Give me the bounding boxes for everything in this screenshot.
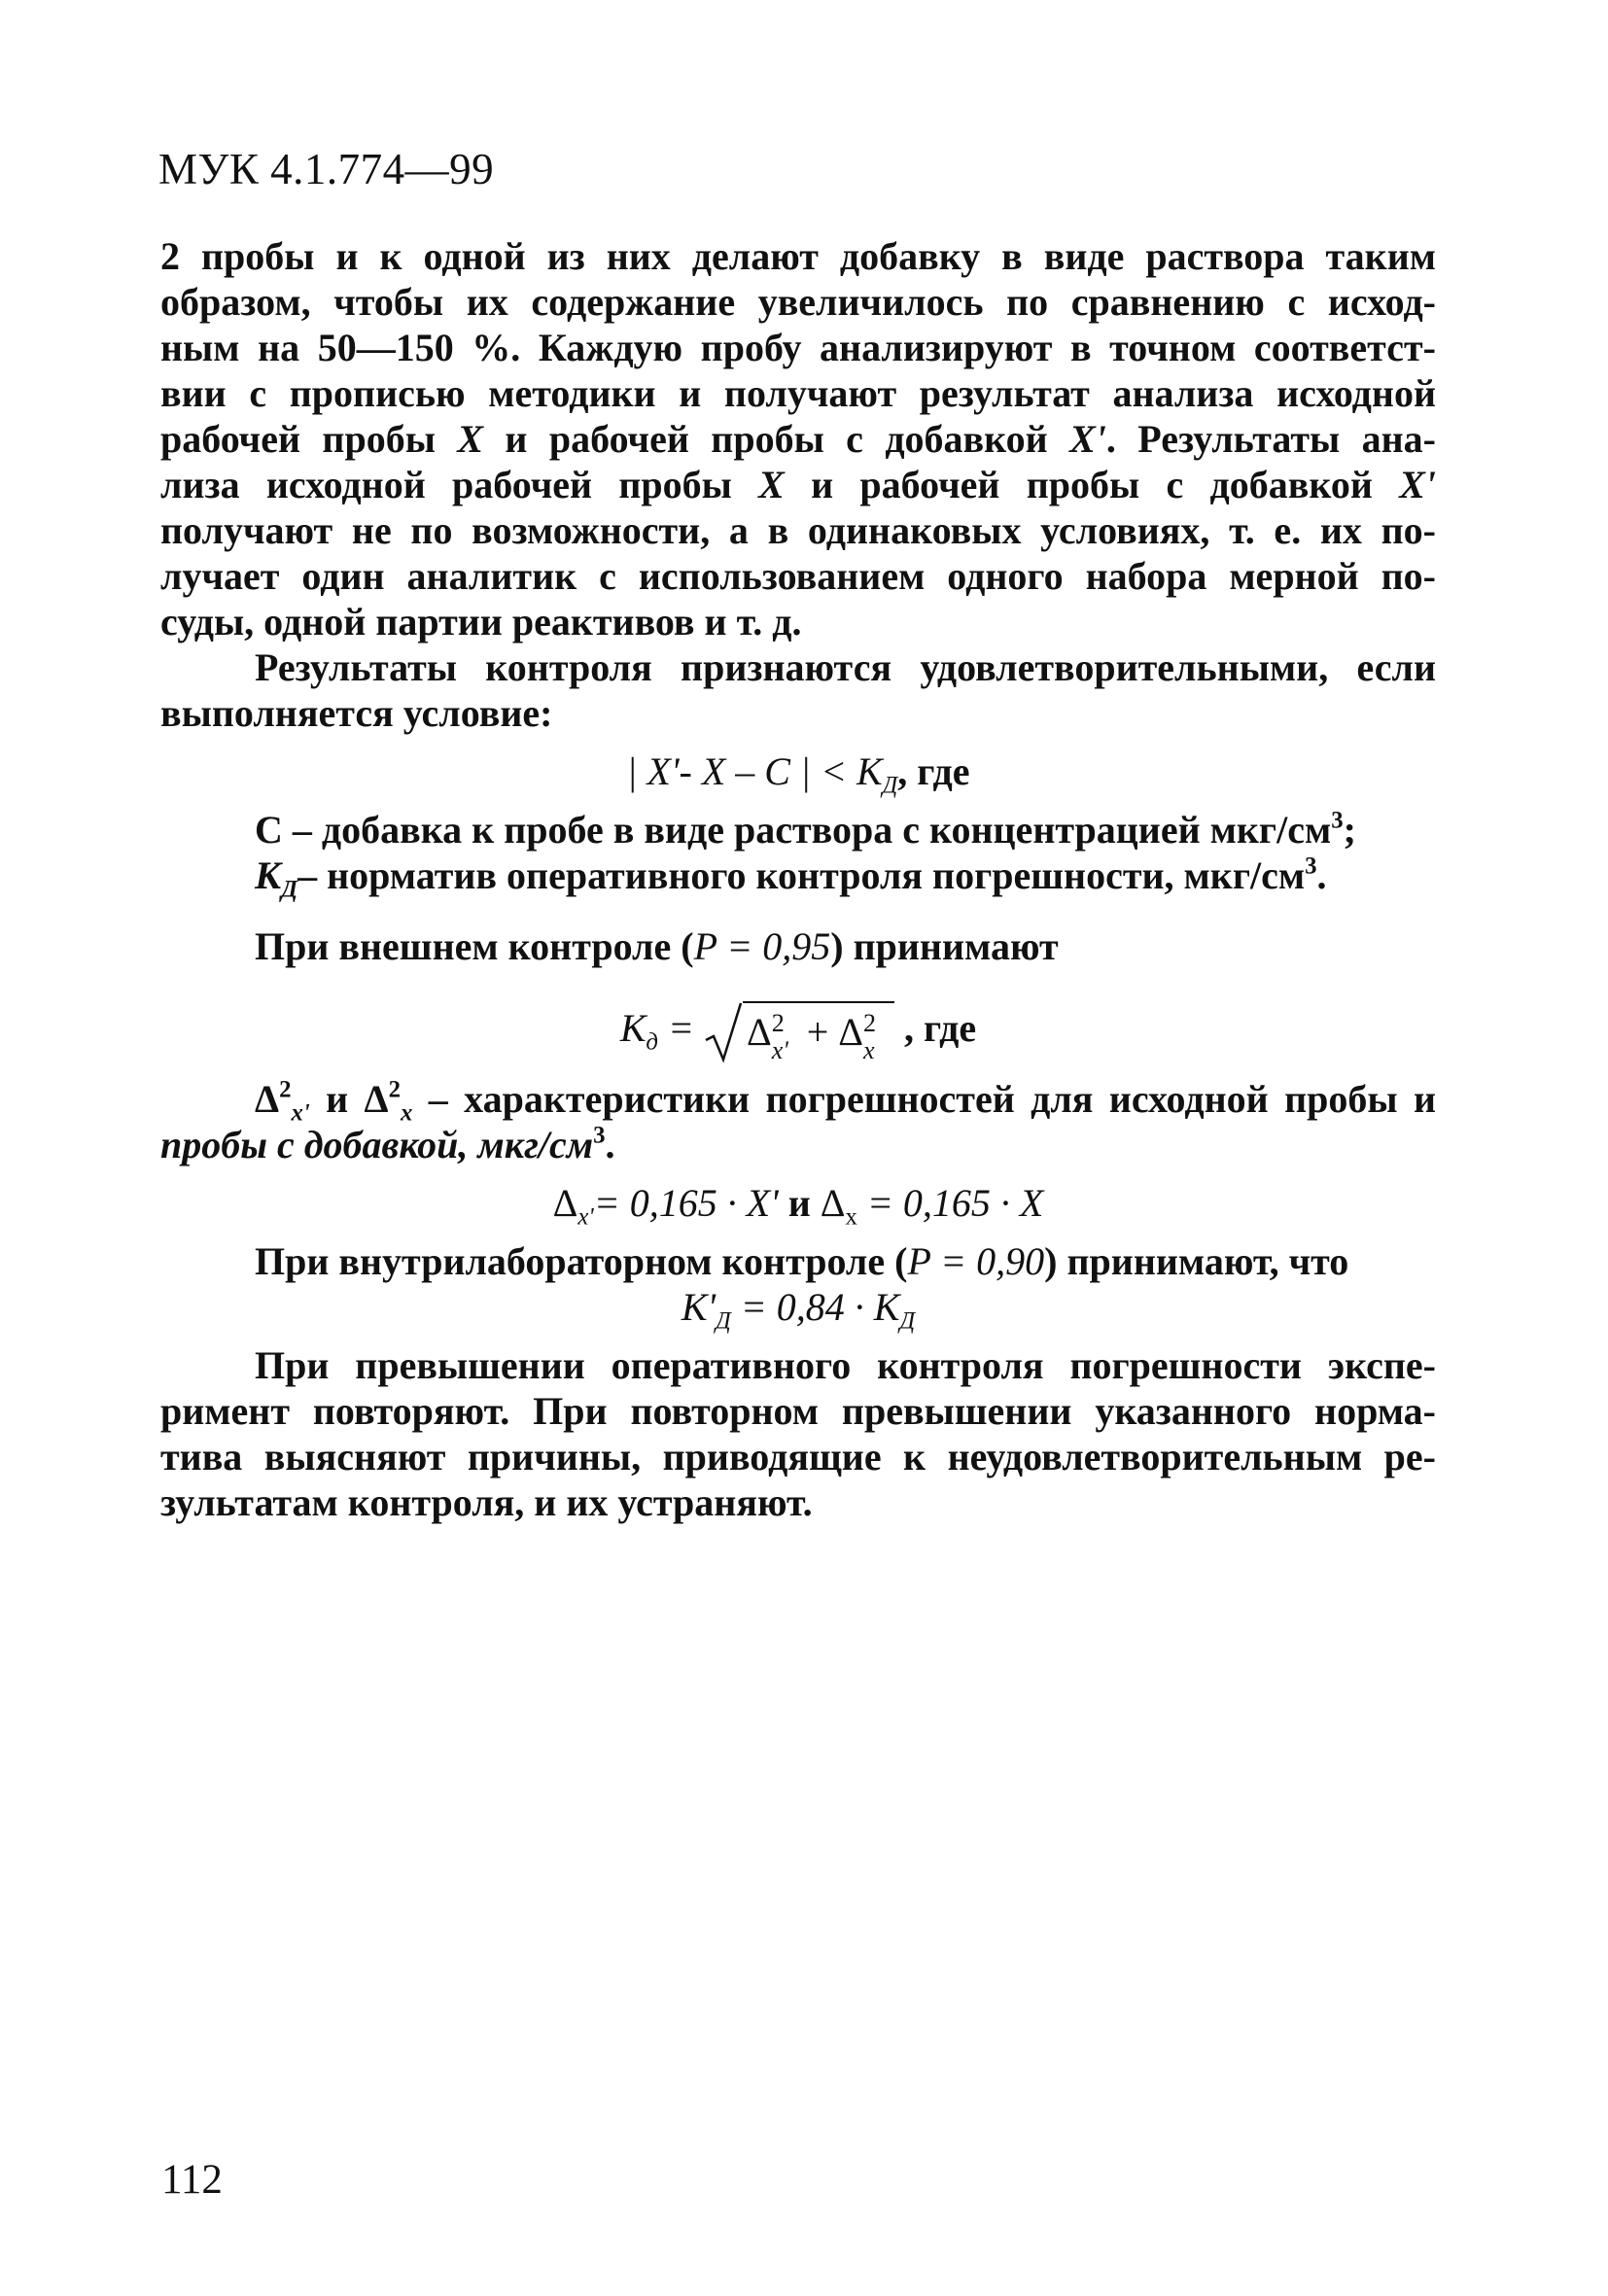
formula-kd-suffix: , где: [903, 1006, 977, 1050]
paragraph-1-line-2: образом, чтобы их содержание увеличилось по сравнению с исход-: [160, 280, 1436, 324]
formula-condition-subscript: Д: [882, 772, 898, 799]
sqrt-sign-icon: [704, 1001, 743, 1063]
page-number: 112: [161, 2157, 223, 2203]
text-segment: и рабочей пробы с добавкой: [811, 463, 1373, 506]
variable-x-prime: X': [1399, 463, 1437, 506]
subscript: x': [771, 1035, 788, 1064]
superscript: 3: [593, 1122, 606, 1149]
text-segment: При внутрилабораторном контроле (: [255, 1238, 908, 1283]
paragraph-1-line-6: [160, 462, 1436, 507]
formula-kd-lhs: К: [619, 1006, 647, 1050]
paragraph-2-line-1: Результаты контроля признаются удовлетворительными, если: [255, 645, 1436, 689]
subscript: x: [845, 1203, 857, 1231]
text-segment: лиза исходной рабочей пробы: [160, 463, 732, 506]
internal-control-condition: P = 0,90: [907, 1238, 1045, 1283]
formula-kd-sqrt: [160, 994, 1436, 1063]
subscript: x': [577, 1203, 594, 1231]
definition-c-sup: 3: [1331, 807, 1344, 834]
text-segment: При внешнем контроле (: [255, 924, 694, 968]
formula-condition-expr: | X'- X – C | < К: [626, 749, 883, 793]
definition-k-subscript: Д: [281, 876, 298, 903]
text-segment: ) принимают: [830, 924, 1059, 968]
text-segment: и: [326, 1076, 349, 1121]
text-segment: рабочей пробы: [160, 417, 436, 461]
page-body: [160, 233, 1436, 1525]
text-segment: – характеристики погрешностей для исходной пробы и: [428, 1076, 1436, 1121]
formula-condition: [160, 748, 1436, 799]
text-segment: пробы с добавкой, мкг/см: [160, 1122, 594, 1166]
internal-control-line: [160, 1238, 1436, 1284]
text-segment: и рабочей пробы с добавкой: [505, 417, 1048, 461]
definition-c-end: ;: [1343, 808, 1356, 852]
index-stack: [772, 1009, 797, 1063]
superscript: 2: [771, 1008, 785, 1037]
delta-symbol: Δ: [746, 1009, 772, 1054]
running-head: МУК 4.1.774—99: [158, 145, 495, 193]
sqrt-radicand: [743, 1001, 894, 1063]
delta-symbol: Δ: [838, 1009, 863, 1054]
delta-symbol: Δ: [820, 1180, 846, 1225]
formula-internal-lhs: К': [681, 1284, 716, 1329]
subscript: Д: [716, 1307, 731, 1335]
paragraph-1-line-5: [160, 416, 1436, 462]
definition-k-end: .: [1316, 853, 1327, 897]
delta-symbol: Δ: [552, 1180, 578, 1225]
plus-sign: +: [806, 1009, 829, 1054]
paragraph-1-line-4: вии с прописью методики и получают результат анализа исходной: [160, 371, 1436, 415]
external-control-condition: P = 0,95: [693, 924, 831, 968]
formula-deltas-part-2: = 0,165 · X: [866, 1180, 1044, 1225]
final-paragraph-line-1: При превышении оперативного контроля погрешности экспе-: [255, 1342, 1436, 1387]
paragraph-2-line-2: выполняется условие:: [160, 691, 553, 735]
delta-symbol: Δ: [255, 1076, 280, 1121]
definition-k-symbol: К: [255, 853, 282, 897]
external-control-line: [160, 923, 1436, 969]
definition-k-sup: 3: [1305, 852, 1317, 880]
paragraph-1-line-1: 2 пробы и к одной из них делают добавку в виде раствора таким: [160, 234, 1436, 278]
text-segment: и: [787, 1180, 811, 1225]
definition-k-text: – норматив оперативного контроля погрешности, мкг/см: [297, 853, 1306, 897]
formula-internal-rhs: = 0,84 · К: [740, 1284, 900, 1329]
paragraph-1-line-3: ным на 50—150 %. Каждую пробу анализируют в точном соответст-: [160, 326, 1436, 369]
formula-condition-suffix: , где: [897, 749, 970, 793]
definition-k: [160, 852, 1436, 903]
formula-kd-lhs-subscript: д: [646, 1028, 658, 1056]
formula-internal-kd: [160, 1284, 1436, 1335]
sqrt-expression: [704, 1001, 894, 1063]
paragraph-1-line-7: получают не по возможности, а в одинаковых условиях, т. е. их по-: [160, 508, 1436, 552]
formula-deltas: [160, 1180, 1436, 1231]
definition-c-text: С – добавка к пробе в виде раствора с концентрацией мкг/см: [255, 808, 1332, 852]
subscript: Д: [899, 1307, 916, 1335]
variable-x-prime: X': [1069, 417, 1106, 461]
definition-c: [160, 807, 1436, 852]
text-segment: ) принимают, что: [1044, 1238, 1349, 1283]
final-paragraph-line-4: зультатам контроля, и их устраняют.: [160, 1479, 813, 1524]
variable-x: X: [758, 463, 785, 506]
delta-definition-line-2: [160, 1122, 1436, 1167]
index-stack: [863, 1009, 889, 1063]
formula-kd-equals: =: [667, 1006, 694, 1050]
variable-x: X: [457, 417, 484, 461]
subscript: x: [401, 1099, 413, 1127]
subscript: x: [862, 1035, 875, 1064]
final-paragraph-line-2: римент повторяют. При повторном превышении указанного норма-: [160, 1388, 1436, 1433]
superscript: 2: [862, 1008, 876, 1037]
paragraph-1-line-9: суды, одной партии реактивов и т. д.: [160, 600, 802, 644]
delta-symbol: Δ: [364, 1076, 389, 1121]
superscript: 2: [279, 1076, 292, 1103]
text-segment: . Результаты ана-: [1105, 417, 1437, 461]
superscript: 2: [388, 1076, 402, 1103]
delta-definition-line-1: [160, 1076, 1436, 1127]
paragraph-1-line-8: лучает один аналитик с использованием одного набора мерной по-: [160, 554, 1436, 598]
text-segment: .: [605, 1122, 615, 1166]
formula-deltas-part-1: = 0,165 · X': [593, 1180, 779, 1225]
final-paragraph-line-3: тива выясняют причины, приводящие к неудовлетворительным ре-: [160, 1434, 1436, 1478]
subscript: x': [291, 1099, 310, 1127]
